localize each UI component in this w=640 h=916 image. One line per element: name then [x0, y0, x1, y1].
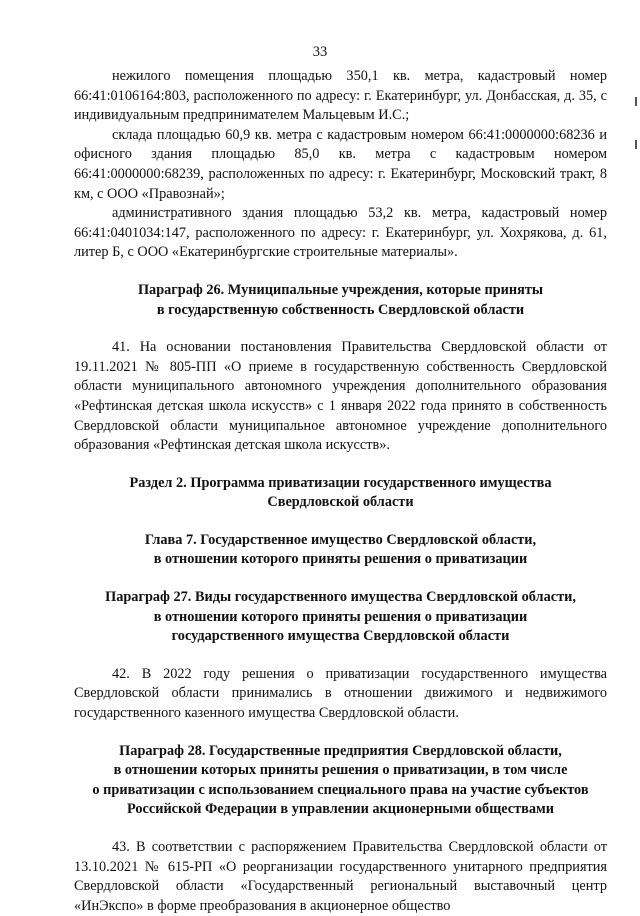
- block-spacer: [74, 570, 607, 588]
- block-spacer: [74, 513, 607, 531]
- block-spacer: [74, 263, 607, 281]
- heading-line: Параграф 27. Виды государственного имущества Свердловской области,: [105, 589, 576, 606]
- section-heading: [74, 281, 607, 320]
- section-heading: [74, 474, 607, 513]
- paragraph: 43. В соответствии с распоряжением Правительства Свердловской области от 13.10.2021 № 615-РП «О реорганизации государственного унитарного предприятия Свердловской области «Государственный региональный выставочный центр «ИнЭкспо» в форме преобразования в акционерное общество: [74, 839, 607, 914]
- heading-line: Параграф 26. Муниципальные учреждения, которые приняты: [137, 281, 544, 298]
- section-heading: [74, 588, 607, 647]
- heading-line: в отношении которых приняты решения о приватизации, в том числе: [113, 762, 568, 779]
- heading-line: Параграф 28. Государственные предприятия Свердловской области,: [119, 742, 562, 759]
- heading-line: Раздел 2. Программа приватизации государственного имущества: [129, 474, 552, 491]
- paragraph: административного здания площадью 53,2 кв. метра, кадастровый номер 66:41:0401034:147, расположенного по адресу: г. Екатеринбург, ул. Хохрякова, д. 61, литер Б, с ООО «Екатеринбургские строительные материалы».: [74, 205, 607, 261]
- heading-line: в государственную собственность Свердловской области: [156, 301, 525, 318]
- heading-line: Российской Федерации в управлении акционерными обществами: [126, 801, 554, 818]
- block-spacer: [74, 647, 607, 665]
- block-spacer: [74, 820, 607, 838]
- margin-mark: [635, 140, 637, 149]
- document-body: [74, 67, 607, 916]
- heading-line: о приватизации с использованием специального права на участие субъектов: [92, 781, 589, 798]
- page-number: 33: [312, 44, 328, 60]
- paragraph: нежилого помещения площадью 350,1 кв. метра, кадастровый номер 66:41:0106164:803, расположенного по адресу: г. Екатеринбург, ул. Донбасская, д. 35, с индивидуальным предпринимателем Мальцевым И.С.;: [74, 68, 607, 124]
- paragraph: 42. В 2022 году решения о приватизации государственного имущества Свердловской области принимались в отношении движимого и недвижимого государственного казенного имущества Свердловской области.: [74, 665, 607, 722]
- section-heading: [74, 742, 607, 820]
- heading-line: в отношении которого приняты решения о приватизации: [153, 551, 528, 568]
- heading-line: в отношении которого приняты решения о приватизации: [153, 608, 528, 625]
- paragraph: склада площадью 60,9 кв. метра с кадастровым номером 66:41:0000000:68236 и офисного здания площадью 85,0 кв. метра с кадастровым номером 66:41:0000000:68239, расположенных по адресу: г. Екатеринбург, Московский тракт, 8 км, с ООО «Правознай»;: [74, 126, 607, 202]
- margin-mark: [635, 97, 637, 106]
- heading-line: Глава 7. Государственное имущество Свердловской области,: [144, 531, 537, 548]
- block-spacer: [74, 320, 607, 338]
- heading-line: государственного имущества Свердловской области: [171, 628, 510, 645]
- paragraph: 41. На основании постановления Правительства Свердловской области от 19.11.2021 № 805-ПП «О приеме в государственную собственность Свердловской области муниципального автономного учреждения дополнительного образования «Рефтинская детская школа искусств» с 1 января 2022 года принято в собственность Свердловской области муниципальное автономное учреждение дополнительного образования «Рефтинская детская школа искусств».: [74, 339, 607, 454]
- block-spacer: [74, 456, 607, 474]
- block-spacer: [74, 724, 607, 742]
- section-heading: [74, 531, 607, 570]
- heading-line: Свердловской области: [267, 494, 414, 511]
